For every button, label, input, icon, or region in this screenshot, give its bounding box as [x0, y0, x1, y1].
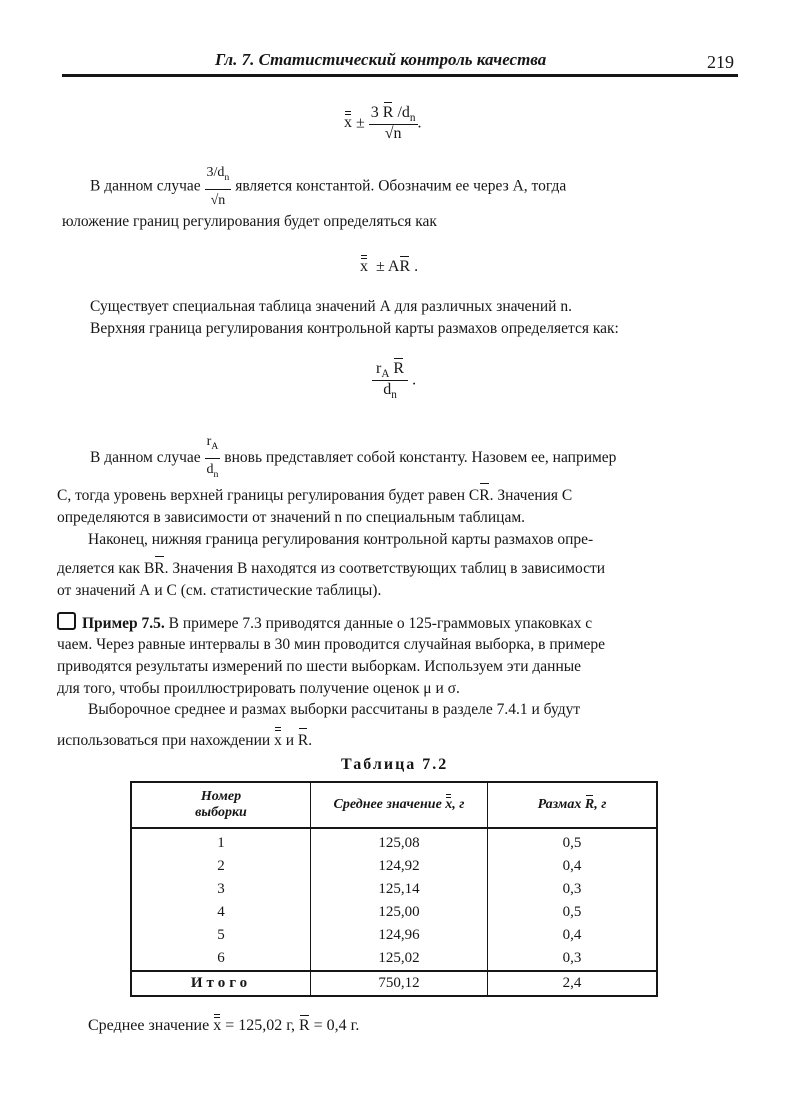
- cell-mean: 124,92: [311, 855, 488, 878]
- table-row: [131, 901, 657, 924]
- cell-mean: 125,14: [311, 878, 488, 901]
- page-number: 219: [707, 52, 734, 72]
- paragraph-constant-c: В данном случае $\frac{r_A}{d_n}$ вновь представляет собой константу. Назовем ее, например: [90, 431, 616, 486]
- cell-total-mean: 750,12: [311, 971, 488, 996]
- table-row: [131, 947, 657, 971]
- column-header-sample-number: Номер выборки: [131, 782, 311, 828]
- cell-sample-number: 1: [131, 828, 311, 855]
- formula-control-limits-mean: x ± $\frac{3 R /d_n}{√n}$ .: [344, 104, 422, 143]
- cell-mean: 125,02: [311, 947, 488, 971]
- cell-range: 0,4: [488, 855, 658, 878]
- cell-mean: 125,08: [311, 828, 488, 855]
- example-heading-line: Пример 7.5. В примере 7.3 приводятся данные о 125-граммовых упаковках с: [57, 612, 592, 635]
- running-header-title: Гл. 7. Статистический контроль качества: [215, 50, 547, 69]
- paragraph-line: деляется как BR. Значения В находятся из соответствующих таблиц в зависимости: [57, 558, 605, 580]
- table-row: [131, 828, 657, 855]
- cell-sample-number: 2: [131, 855, 311, 878]
- cell-sample-number: 5: [131, 924, 311, 947]
- column-header-mean: Среднее значение x, г: [311, 782, 488, 828]
- cell-range: 0,4: [488, 924, 658, 947]
- paragraph-line: для того, чтобы проиллюстрировать получение оценок μ и σ.: [57, 680, 460, 697]
- paragraph-line: юложение границ регулирования будет определяться как: [62, 213, 437, 230]
- cell-mean: 125,00: [311, 901, 488, 924]
- paragraph-constant-a: В данном случае $\frac{3/d_n}{√n}$ является константой. Обозначим ее через А, тогда: [90, 162, 566, 212]
- cell-sample-number: 6: [131, 947, 311, 971]
- summary-line: Среднее значение x = 125,02 г, R = 0,4 г.: [88, 1017, 360, 1034]
- paragraph-line: определяются в зависимости от значений n по специальным таблицам.: [57, 509, 526, 526]
- cell-sample-number: 4: [131, 901, 311, 924]
- table-caption: Таблица 7.2: [341, 756, 449, 773]
- paragraph-line: Верхняя граница регулирования контрольной карты размахов определяется как:: [90, 320, 619, 337]
- example-square-icon: [57, 612, 76, 630]
- paragraph-line: использоваться при нахождении x и R.: [57, 730, 312, 752]
- formula-numerator: 3 R $/d_n$: [370, 104, 416, 125]
- cell-range: 0,3: [488, 947, 658, 971]
- data-table: [130, 781, 658, 997]
- cell-sample-number: 3: [131, 878, 311, 901]
- paragraph-line: от значений А и С (см. статистические таблицы).: [57, 582, 382, 599]
- paragraph-line: Существует специальная таблица значений А для различных значений n.: [90, 298, 572, 315]
- formula-denominator: √n: [384, 125, 402, 143]
- formula-plus-minus: ±: [356, 114, 365, 132]
- cell-total-label: Итого: [131, 971, 311, 996]
- example-label: Пример 7.5.: [82, 615, 165, 632]
- paragraph-line: Выборочное среднее и размах выборки рассчитаны в разделе 7.4.1 и будут: [88, 701, 581, 718]
- inline-fraction-ra-dn: $\frac{r_A}{d_n}$: [205, 431, 221, 486]
- paragraph-line: С, тогда уровень верхней границы регулирования будет равен CR. Значения С: [57, 485, 572, 507]
- paragraph-line: Наконец, нижняя граница регулирования контрольной карты размахов опре-: [88, 531, 594, 548]
- cell-mean: 124,96: [311, 924, 488, 947]
- paragraph-line: чаем. Через равные интервалы в 30 мин проводится случайная выборка, в примере: [57, 636, 606, 653]
- formula-ra-r-over-dn: $\frac{r_A R}{d_n}$ .: [372, 360, 416, 401]
- cell-range: 0,5: [488, 901, 658, 924]
- cell-range: 0,3: [488, 878, 658, 901]
- table-total-row: [131, 971, 657, 996]
- formula-x-plus-minus-ar: x ± AR .: [360, 258, 419, 275]
- inline-fraction-3-dn: $\frac{3/d_n}{√n}$: [205, 162, 232, 212]
- column-header-range: Размах R, г: [488, 782, 658, 828]
- formula-fraction: [369, 104, 418, 143]
- cell-range: 0,5: [488, 828, 658, 855]
- paragraph-line: приводятся результаты измерений по шести выборкам. Используем эти данные: [57, 658, 582, 675]
- header-rule: [62, 74, 738, 77]
- table-row: [131, 878, 657, 901]
- formula-x-double-bar: x: [344, 114, 352, 132]
- cell-total-range: 2,4: [488, 971, 658, 996]
- table-row: [131, 924, 657, 947]
- table-row: [131, 855, 657, 878]
